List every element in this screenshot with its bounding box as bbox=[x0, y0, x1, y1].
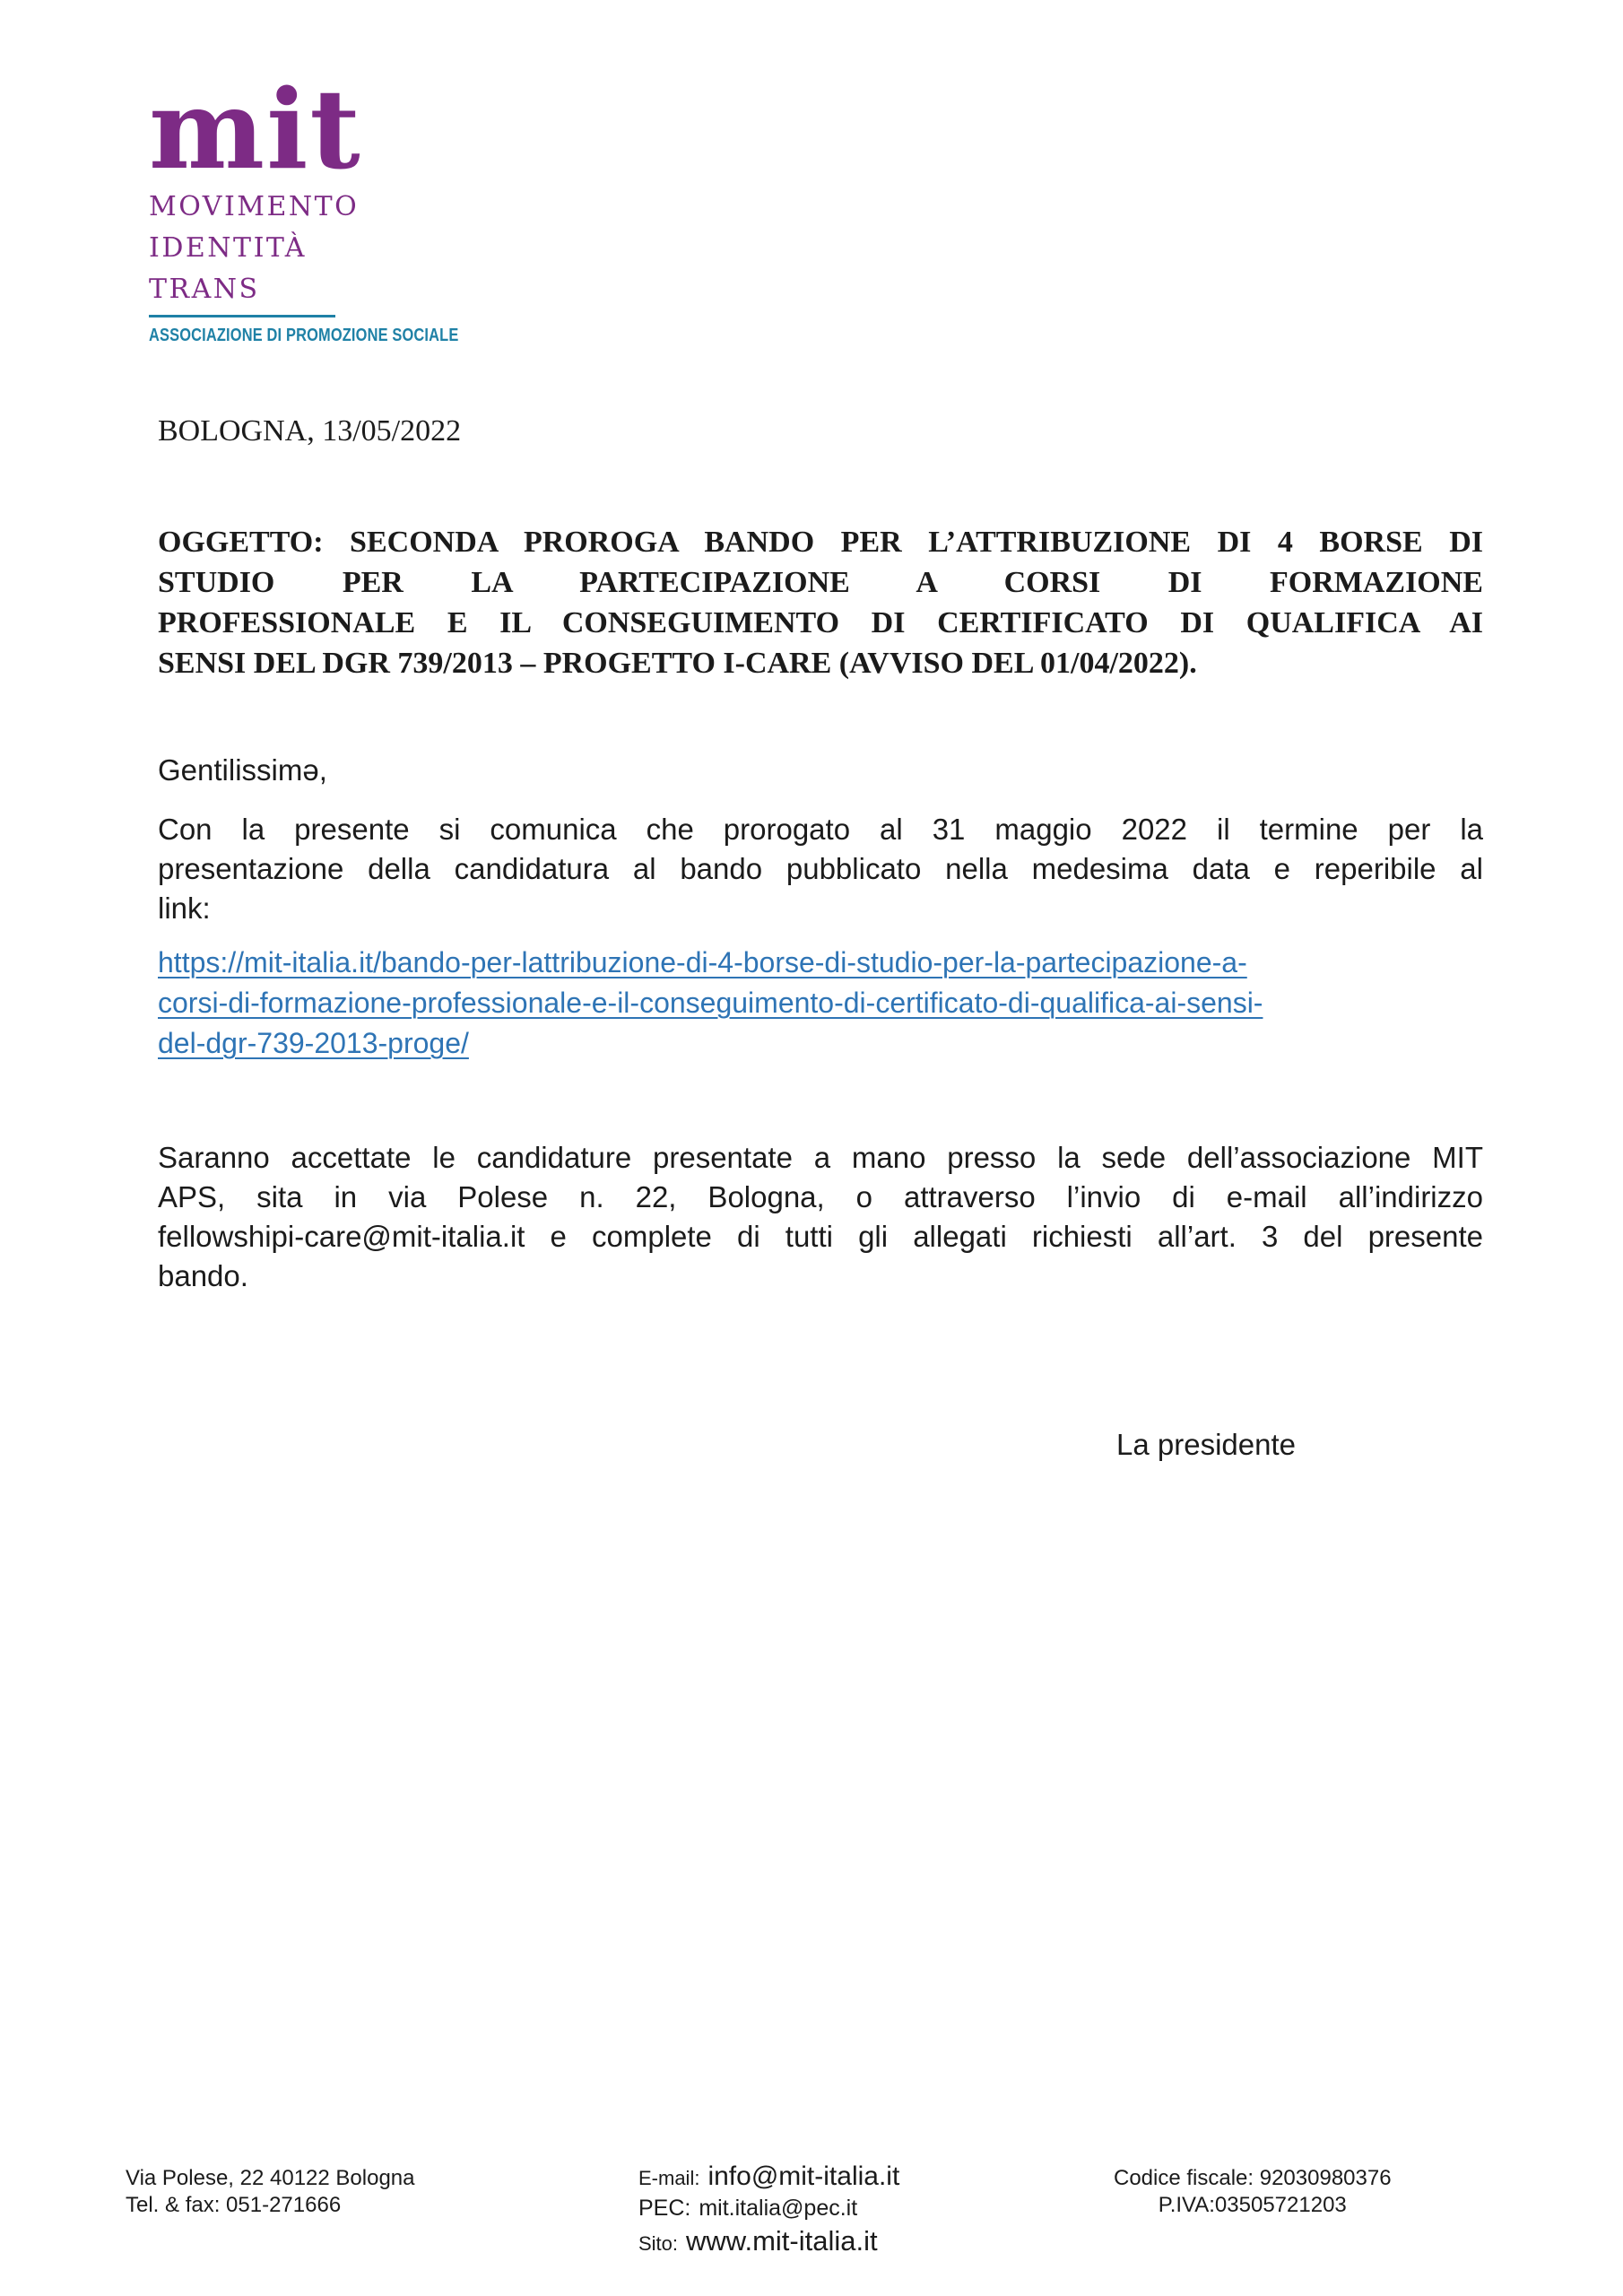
date-line: BOLOGNA, 13/05/2022 bbox=[158, 414, 462, 448]
site-label: Sito: bbox=[638, 2232, 679, 2255]
bando-hyperlink[interactable]: corsi-di-formazione-professionale-e-il-conseguimento-di-certificato-di-qualifica-ai-sensi- bbox=[158, 987, 1263, 1019]
footer-pec-row bbox=[638, 2196, 899, 2222]
paragraph-line: bando. bbox=[158, 1259, 248, 1292]
logo-name-line-1: MOVIMENTO bbox=[149, 191, 360, 222]
mit-wordmark: mit bbox=[149, 65, 362, 194]
logo-name-line-2: IDENTITÀ bbox=[149, 232, 307, 264]
paragraph-line: Con la presente si comunica che prorogato al 31 maggio 2022 il termine per la bbox=[158, 813, 1483, 846]
logo-name-line-3: TRANS bbox=[149, 274, 260, 305]
email-label: E-mail: bbox=[638, 2167, 700, 2189]
footer-address-line: Via Polese, 22 40122 Bologna bbox=[126, 2166, 415, 2190]
bando-hyperlink[interactable]: https://mit-italia.it/bando-per-lattribuzione-di-4-borse-di-studio-per-la-partecipazione-a- bbox=[158, 946, 1247, 978]
footer-site-row bbox=[638, 2225, 899, 2257]
footer-fiscal bbox=[1114, 2165, 1392, 2219]
subject-line: STUDIO PER LA PARTECIPAZIONE A CORSI DI FORMAZIONE bbox=[158, 566, 1483, 599]
site-value: www.mit-italia.it bbox=[686, 2225, 878, 2257]
logo-tagline: ASSOCIAZIONE DI PROMOZIONE SOCIALE bbox=[149, 326, 459, 345]
fiscal-code-line: Codice fiscale: 92030980376 bbox=[1114, 2166, 1392, 2190]
subject-line: PROFESSIONALE E IL CONSEGUIMENTO DI CERTIFICATO DI QUALIFICA AI bbox=[158, 606, 1483, 639]
bando-hyperlink[interactable]: del-dgr-739-2013-proge/ bbox=[158, 1027, 469, 1059]
signature: La presidente bbox=[1116, 1428, 1296, 1461]
footer-phone-line: Tel. & fax: 051-271666 bbox=[126, 2193, 342, 2217]
footer-email-row bbox=[638, 2161, 899, 2192]
footer-address bbox=[126, 2165, 415, 2219]
vat-line: P.IVA:03505721203 bbox=[1158, 2193, 1347, 2217]
paragraph-line: link: bbox=[158, 891, 211, 925]
subject-line: OGGETTO: SECONDA PROROGA BANDO PER L’ATTRIBUZIONE DI 4 BORSE DI bbox=[158, 526, 1483, 559]
bando-hyperlink-block bbox=[158, 943, 1483, 1064]
mit-logo bbox=[149, 65, 526, 346]
greeting: Gentilissimə, bbox=[158, 753, 327, 787]
paragraph-line: APS, sita in via Polese n. 22, Bologna, o attraverso l’invio di e-mail all’indirizzo bbox=[158, 1180, 1483, 1213]
subject-paragraph bbox=[158, 522, 1483, 683]
subject-line: SENSI DEL DGR 739/2013 – PROGETTO I-CARE (AVVISO DEL 01/04/2022). bbox=[158, 647, 1197, 680]
pec-value: mit.italia@pec.it bbox=[699, 2196, 858, 2221]
body-paragraph-1 bbox=[158, 810, 1483, 928]
email-value: info@mit-italia.it bbox=[707, 2161, 900, 2191]
paragraph-line: fellowshipi-care@mit-italia.it e complete di tutti gli allegati richiesti all’art. 3 del presente bbox=[158, 1220, 1483, 1253]
footer-contacts bbox=[638, 2161, 899, 2257]
logo-divider bbox=[149, 315, 335, 317]
paragraph-line: presentazione della candidatura al bando pubblicato nella medesima data e reperibile al bbox=[158, 852, 1483, 885]
paragraph-line: Saranno accettate le candidature presentate a mano presso la sede dell’associazione MIT bbox=[158, 1141, 1483, 1174]
body-paragraph-2 bbox=[158, 1138, 1483, 1296]
pec-label: PEC: bbox=[638, 2196, 691, 2221]
